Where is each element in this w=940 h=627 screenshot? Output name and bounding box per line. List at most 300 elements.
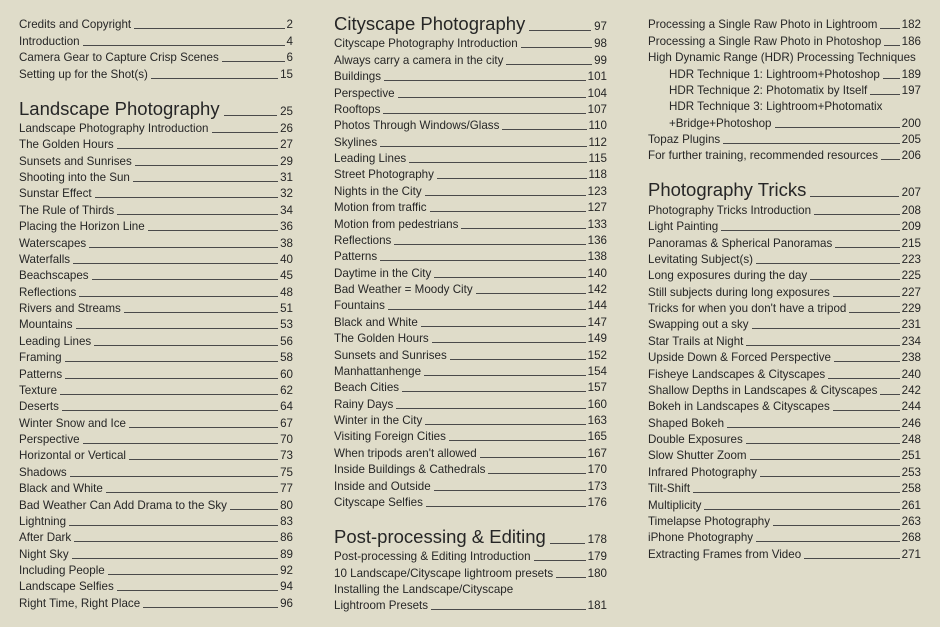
entry-title: Framing: [19, 351, 62, 365]
toc-entry[interactable]: [648, 147, 921, 163]
toc-column-1: [19, 16, 293, 611]
page-number: 104: [587, 86, 607, 100]
entry-title: For further training, recommended resources: [648, 149, 879, 163]
page-number: 27: [280, 138, 293, 152]
page-number: 157: [587, 381, 607, 395]
toc-entry[interactable]: [19, 136, 293, 152]
entry-title: Daytime in the City: [334, 266, 432, 280]
page-number: 160: [587, 397, 607, 411]
dot-leader: [124, 312, 278, 313]
page-number: 181: [587, 599, 607, 613]
toc-entry[interactable]: [334, 548, 607, 564]
entry-title: Sunstar Effect: [19, 187, 92, 201]
toc-entry[interactable]: [19, 120, 293, 136]
dot-leader: [62, 410, 278, 411]
dot-leader: [409, 162, 586, 163]
entry-title: Fountains: [334, 299, 385, 313]
toc-entry[interactable]: [334, 581, 607, 597]
toc-entry[interactable]: [19, 283, 293, 299]
entry-title: Light Painting: [648, 220, 719, 234]
toc-entry[interactable]: [334, 564, 607, 580]
toc-entry[interactable]: [19, 414, 293, 430]
dot-leader: [222, 61, 285, 62]
toc-entry[interactable]: [648, 65, 921, 81]
entry-title: Patterns: [334, 250, 378, 264]
entry-title: Installing the Landscape/Cityscape: [334, 583, 514, 596]
section-heading[interactable]: [334, 526, 607, 548]
dot-leader: [425, 195, 586, 196]
page-number: 176: [587, 495, 607, 509]
page-number: 58: [280, 351, 293, 365]
entry-title: Rainy Days: [334, 397, 394, 411]
toc-entry[interactable]: [648, 82, 921, 98]
page-number: 4: [286, 34, 293, 48]
toc-entry[interactable]: [648, 251, 921, 267]
dot-leader: [133, 181, 278, 182]
toc-entry[interactable]: [648, 480, 921, 496]
entry-title: When tripods aren't allowed: [334, 446, 477, 460]
section-heading[interactable]: [334, 13, 607, 35]
entry-title: Bokeh in Landscapes & Cityscapes: [648, 400, 830, 414]
page-number: 112: [588, 135, 607, 149]
dot-leader: [134, 28, 284, 29]
dot-leader: [426, 506, 586, 507]
dot-leader: [502, 129, 586, 130]
toc-entry[interactable]: [334, 68, 607, 84]
entry-title: Cityscape Photography Introduction: [334, 37, 518, 51]
page-number: 29: [280, 154, 293, 168]
toc-entry[interactable]: [334, 428, 607, 444]
dot-leader: [65, 378, 278, 379]
toc-entry[interactable]: [648, 267, 921, 283]
toc-entry[interactable]: [19, 529, 293, 545]
entry-title: Manhattanhenge: [334, 364, 422, 378]
dot-leader: [424, 375, 586, 376]
dot-leader: [804, 558, 900, 559]
page-number: 53: [280, 318, 293, 332]
entry-title: The Rule of Thirds: [19, 203, 115, 217]
toc-entry[interactable]: [648, 349, 921, 365]
page-number: 48: [280, 285, 293, 299]
dot-leader: [425, 424, 585, 425]
section-heading[interactable]: [19, 98, 293, 120]
entry-title: The Golden Hours: [19, 138, 114, 152]
dot-leader: [79, 296, 278, 297]
entry-title: Fisheye Landscapes & Cityscapes: [648, 367, 826, 381]
toc-entry[interactable]: [19, 316, 293, 332]
dot-leader: [488, 473, 585, 474]
dot-leader: [810, 196, 898, 197]
entry-title: iPhone Photography: [648, 531, 754, 545]
entry-title: Introduction: [19, 34, 80, 48]
page-number: 136: [587, 233, 607, 247]
dot-leader: [556, 577, 586, 578]
dot-leader: [833, 296, 900, 297]
toc-entry[interactable]: [648, 218, 921, 234]
toc-entry[interactable]: [648, 114, 921, 130]
page-number: 206: [901, 149, 921, 163]
entry-title: Beachscapes: [19, 269, 89, 283]
toc-entry[interactable]: [648, 234, 921, 250]
entry-title: Inside Buildings & Cathedrals: [334, 463, 486, 477]
toc-entry[interactable]: [19, 152, 293, 168]
entry-title: Mountains: [19, 318, 73, 332]
entry-title: Infrared Photography: [648, 465, 757, 479]
page-number: 40: [280, 252, 293, 266]
toc-entry[interactable]: [334, 117, 607, 133]
toc-entry[interactable]: [19, 185, 293, 201]
page-number: 234: [901, 334, 921, 348]
toc-entry[interactable]: [648, 332, 921, 348]
page-number: 182: [901, 18, 921, 32]
toc-entry[interactable]: [648, 98, 921, 114]
dot-leader: [108, 574, 278, 575]
entry-title: Perspective: [334, 86, 395, 100]
page-number: 45: [280, 269, 293, 283]
page-number: 165: [587, 430, 607, 444]
entry-title: Star Trails at Night: [648, 334, 744, 348]
dot-leader: [461, 228, 585, 229]
entry-title: Post-processing & Editing Introduction: [334, 550, 531, 564]
page-number: 67: [280, 416, 293, 430]
toc-entry[interactable]: [19, 218, 293, 234]
dot-leader: [746, 443, 900, 444]
entry-title: Waterfalls: [19, 252, 71, 266]
dot-leader: [129, 459, 278, 460]
dot-leader: [521, 47, 592, 48]
toc-entry[interactable]: [19, 32, 293, 48]
page-number: 167: [587, 446, 607, 460]
toc-entry[interactable]: [334, 412, 607, 428]
toc-entry[interactable]: [19, 562, 293, 578]
entry-title: Setting up for the Shot(s): [19, 67, 148, 81]
page-number: 32: [280, 187, 293, 201]
page-number: 229: [901, 302, 921, 315]
entry-title: High Dynamic Range (HDR) Processing Techniques: [648, 51, 916, 65]
toc-entry[interactable]: [648, 447, 921, 463]
entry-title: HDR Technique 3: Lightroom+Photomatix: [669, 100, 883, 114]
entry-title: Nights in the City: [334, 184, 422, 198]
page-number: 142: [587, 283, 607, 296]
entry-title: Panoramas & Spherical Panoramas: [648, 236, 833, 250]
toc-column-2: [334, 13, 607, 613]
toc-entry[interactable]: [19, 49, 293, 65]
toc-entry[interactable]: [648, 201, 921, 217]
page-number: 31: [280, 171, 293, 184]
toc-entry[interactable]: [19, 447, 293, 463]
page-number: 180: [587, 566, 607, 580]
toc-entry[interactable]: [334, 51, 607, 67]
page-number: 163: [587, 414, 607, 427]
entry-title: Levitating Subject(s): [648, 252, 754, 266]
toc-entry[interactable]: [334, 330, 607, 346]
toc-entry[interactable]: [334, 182, 607, 198]
toc-entry[interactable]: [648, 32, 921, 48]
dot-leader: [723, 143, 899, 144]
page-number: 99: [594, 53, 607, 67]
dot-leader: [437, 178, 587, 179]
page-number: 246: [901, 416, 921, 430]
toc-entry[interactable]: [334, 150, 607, 166]
entry-title: Black and White: [19, 482, 103, 496]
toc-entry[interactable]: [648, 496, 921, 512]
dot-leader: [212, 132, 279, 133]
toc-column-3: [648, 16, 921, 562]
toc-entry[interactable]: [648, 16, 921, 32]
toc-entry[interactable]: [19, 169, 293, 185]
toc-entry[interactable]: [334, 297, 607, 313]
page-number: 189: [901, 67, 921, 81]
toc-entry[interactable]: [648, 300, 921, 316]
dot-leader: [72, 558, 278, 559]
entry-title: Visiting Foreign Cities: [334, 430, 446, 444]
toc-entry[interactable]: [648, 463, 921, 479]
toc-entry[interactable]: [19, 201, 293, 217]
toc-entry[interactable]: [334, 215, 607, 231]
toc-entry[interactable]: [648, 316, 921, 332]
toc-entry[interactable]: [648, 382, 921, 398]
dot-leader: [74, 541, 278, 542]
page-number: 173: [587, 479, 607, 493]
page-number: 207: [901, 186, 921, 200]
toc-entry[interactable]: [19, 463, 293, 479]
toc-entry[interactable]: [648, 49, 921, 65]
dot-leader: [92, 279, 278, 280]
page-number: 86: [280, 531, 293, 545]
toc-entry[interactable]: [19, 365, 293, 381]
toc-entry[interactable]: [334, 477, 607, 493]
toc-entry[interactable]: [19, 398, 293, 414]
toc-entry[interactable]: [19, 545, 293, 561]
page-number: 215: [901, 236, 921, 250]
entry-title: After Dark: [19, 531, 72, 545]
entry-title: Cityscape Selfies: [334, 495, 423, 509]
dot-leader: [756, 263, 900, 264]
entry-title: The Golden Hours: [334, 332, 429, 346]
section-heading[interactable]: [648, 179, 921, 201]
dot-leader: [529, 30, 591, 31]
toc-entry[interactable]: [19, 382, 293, 398]
page-number: 197: [901, 83, 921, 97]
dot-leader: [117, 148, 278, 149]
toc-entry[interactable]: [334, 101, 607, 117]
dot-leader: [69, 525, 278, 526]
page-number: 238: [901, 351, 921, 365]
toc-entry[interactable]: [334, 461, 607, 477]
toc-entry[interactable]: [334, 281, 607, 297]
dot-leader: [750, 459, 900, 460]
page-number: 2: [286, 18, 293, 32]
toc-entry[interactable]: [334, 166, 607, 182]
toc-entry[interactable]: [648, 365, 921, 381]
dot-leader: [760, 476, 900, 477]
page-number: 15: [280, 67, 293, 81]
dot-leader: [73, 263, 278, 264]
page-number: 92: [280, 564, 293, 577]
toc-entry[interactable]: [334, 248, 607, 264]
page-number: 96: [280, 596, 293, 610]
entry-title: Photography Tricks Introduction: [648, 203, 812, 217]
dot-leader: [432, 342, 586, 343]
dot-leader: [449, 440, 586, 441]
dot-leader: [430, 211, 586, 212]
page-number: 244: [901, 400, 921, 414]
toc-entry[interactable]: [334, 35, 607, 51]
page-number: 51: [280, 302, 293, 315]
entry-title: Placing the Horizon Line: [19, 220, 145, 234]
toc-entry[interactable]: [334, 199, 607, 215]
toc-entry[interactable]: [19, 594, 293, 610]
toc-entry[interactable]: [334, 232, 607, 248]
section-title: Photography Tricks: [648, 179, 807, 201]
toc-entry[interactable]: [19, 16, 293, 32]
page-number: 138: [587, 250, 607, 264]
section-title: Landscape Photography: [19, 97, 220, 119]
dot-leader: [727, 427, 900, 428]
page-number: 123: [587, 184, 607, 198]
dot-leader: [94, 345, 278, 346]
page-number: 261: [901, 498, 921, 512]
entry-title: Motion from pedestrians: [334, 217, 459, 231]
entry-title: Shooting into the Sun: [19, 171, 130, 184]
dot-leader: [402, 391, 586, 392]
dot-leader: [70, 476, 278, 477]
entry-title: Landscape Selfies: [19, 580, 114, 594]
dot-leader: [117, 214, 278, 215]
toc-entry[interactable]: [334, 313, 607, 329]
entry-title: Street Photography: [334, 168, 434, 182]
entry-title: Leading Lines: [19, 334, 92, 348]
page-number: 149: [587, 332, 607, 346]
section-title: Post-processing & Editing: [334, 525, 546, 547]
page-number: 258: [901, 482, 921, 496]
toc-entry[interactable]: [19, 480, 293, 496]
page-number: 6: [286, 51, 293, 65]
toc-entry[interactable]: [334, 444, 607, 460]
dot-leader: [434, 277, 585, 278]
entry-title: Slow Shutter Zoom: [648, 449, 747, 463]
entry-title: +Bridge+Photoshop: [669, 116, 772, 130]
toc-entry[interactable]: [334, 395, 607, 411]
dot-leader: [106, 492, 278, 493]
page-number: 179: [587, 550, 607, 564]
page-number: 107: [587, 102, 607, 116]
entry-title: Sunsets and Sunrises: [334, 348, 447, 362]
toc-entry[interactable]: [334, 597, 607, 613]
dot-leader: [230, 509, 278, 510]
toc-entry[interactable]: [648, 283, 921, 299]
dot-leader: [550, 543, 585, 544]
entry-title: Reflections: [19, 285, 77, 299]
dot-leader: [148, 230, 278, 231]
dot-leader: [383, 113, 585, 114]
toc-entry[interactable]: [19, 65, 293, 81]
dot-leader: [834, 361, 900, 362]
entry-title: Photos Through Windows/Glass: [334, 119, 500, 133]
entry-title: Extracting Frames from Video: [648, 547, 802, 561]
dot-leader: [431, 609, 586, 610]
entry-title: Long exposures during the day: [648, 269, 808, 283]
dot-leader: [883, 78, 900, 79]
entry-title: Lightroom Presets: [334, 599, 429, 613]
entry-title: Still subjects during long exposures: [648, 285, 830, 299]
dot-leader: [380, 146, 586, 147]
dot-leader: [881, 159, 900, 160]
toc-entry[interactable]: [648, 431, 921, 447]
page-number: 231: [901, 318, 921, 332]
page-number: 253: [901, 465, 921, 479]
dot-leader: [394, 244, 585, 245]
toc-entry[interactable]: [19, 496, 293, 512]
toc-entry[interactable]: [334, 264, 607, 280]
toc-entry[interactable]: [334, 494, 607, 510]
page-number: 101: [587, 70, 607, 84]
toc-entry[interactable]: [334, 133, 607, 149]
toc-entry[interactable]: [19, 267, 293, 283]
toc-entry[interactable]: [19, 332, 293, 348]
entry-title: Winter Snow and Ice: [19, 416, 126, 430]
toc-entry[interactable]: [648, 131, 921, 147]
entry-title: Always carry a camera in the city: [334, 53, 504, 67]
toc-entry[interactable]: [19, 300, 293, 316]
toc-entry[interactable]: [19, 431, 293, 447]
entry-title: HDR Technique 1: Lightroom+Photoshop: [669, 67, 880, 81]
dot-leader: [398, 97, 586, 98]
page-number: 271: [901, 547, 921, 561]
toc-entry[interactable]: [334, 363, 607, 379]
dot-leader: [506, 64, 592, 65]
dot-leader: [65, 361, 279, 362]
page-number: 152: [587, 348, 607, 362]
entry-title: 10 Landscape/Cityscape lightroom presets: [334, 566, 554, 580]
page-number: 73: [280, 449, 293, 463]
toc-entry[interactable]: [334, 346, 607, 362]
toc-entry[interactable]: [648, 529, 921, 545]
toc-entry[interactable]: [648, 414, 921, 430]
toc-entry[interactable]: [19, 513, 293, 529]
toc-entry[interactable]: [648, 513, 921, 529]
page-number: 38: [280, 236, 293, 250]
toc-entry[interactable]: [19, 234, 293, 250]
page-number: 60: [280, 367, 293, 381]
entry-title: Shadows: [19, 465, 67, 479]
toc-entry[interactable]: [19, 251, 293, 267]
toc-entry[interactable]: [334, 379, 607, 395]
entry-title: Reflections: [334, 233, 392, 247]
entry-title: Shallow Depths in Landscapes & Cityscapes: [648, 383, 878, 397]
toc-entry[interactable]: [648, 398, 921, 414]
entry-title: Timelapse Photography: [648, 514, 771, 528]
dot-leader: [835, 247, 899, 248]
entry-title: Inside and Outside: [334, 479, 431, 493]
toc-entry[interactable]: [19, 578, 293, 594]
toc-entry[interactable]: [19, 349, 293, 365]
page-number: 154: [587, 364, 607, 378]
entry-title: Winter in the City: [334, 414, 423, 427]
dot-leader: [880, 394, 899, 395]
toc-entry[interactable]: [648, 545, 921, 561]
section-title: Cityscape Photography: [334, 13, 526, 34]
toc-entry[interactable]: [334, 84, 607, 100]
dot-leader: [76, 328, 279, 329]
page-number: 127: [587, 201, 607, 215]
entry-title: Deserts: [19, 400, 59, 414]
dot-leader: [810, 279, 899, 280]
page-number: 178: [587, 532, 607, 546]
entry-title: Motion from traffic: [334, 201, 427, 215]
dot-leader: [814, 214, 900, 215]
entry-title: Lightning: [19, 514, 67, 528]
